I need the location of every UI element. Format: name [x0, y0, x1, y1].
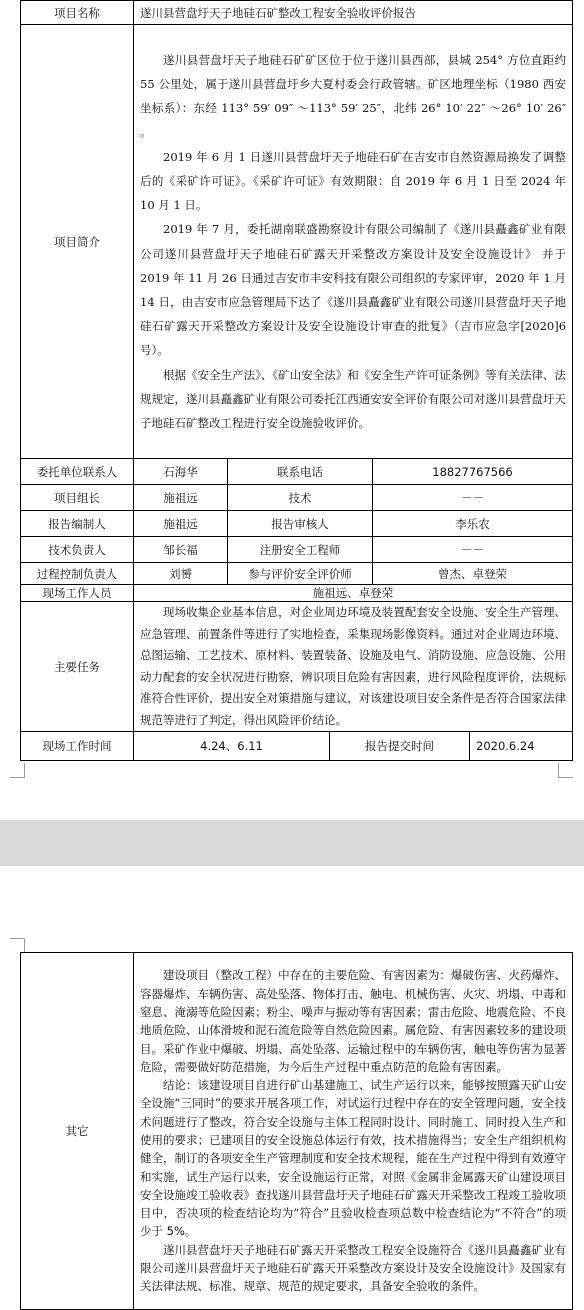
other-text: [134, 953, 573, 1310]
intro-paragraph: 遂川县营盘圩天子地硅石矿矿区位于位于遂川县西部，县城 254° 方位直距约 55 公里处，属于遂川县营盘圩乡大夏村委会行政管辖。矿区地理坐标（1980 西安坐标系）：东经 113° 59′ 09″ ～113° 59′ 25″，北纬 26° 10′ 22″ ～26° 10′ 26″ 。: [140, 52, 567, 140]
safety-engineer-value: －－: [373, 537, 573, 563]
evaluators-value: 曾杰、卓登荣: [373, 563, 573, 585]
process-control-label: 过程控制负责人: [21, 563, 134, 585]
document-page-2: [0, 866, 584, 1309]
other-paragraph: 结论：该建设项目自进行矿山基建施工、试生产运行以来，能够按照露天矿山安全设施“三同时”的要求开展各项工作，对试运行过程中存在的安全管理问题，安全技术问题进行了整改，符合安全设施与主体工程同时设计、同时施工、同时投入生产和使用的要求；已建项目的安全设施总体运行有效，技术措施得当；安全生产组织机构健全，制订的各项安全生产管理制度和安全技术规程，能在生产过程中得到有效遵守和实施，试生产运行以来，安全设施运行正常，对照《金属非金属露天矿山建设项目安全设施竣工验收表》查找遂川县营盘圩天子地硅石矿露天开采整改工程竣工验收项目中，否决项的检查结论均为“符合”且验收检查项总数中检查结论为“不符合”的项少于 5%。: [140, 1078, 566, 1239]
compiler-label: 报告编制人: [21, 511, 134, 537]
project-name-label: 项目名称: [21, 1, 134, 25]
safety-engineer-label: 注册安全工程师: [228, 537, 373, 563]
reviewer-label: 报告审核人: [228, 511, 373, 537]
tech-value: －－: [373, 485, 573, 511]
submit-label: 报告提交时间: [330, 732, 470, 761]
other-paragraph: 建设项目（整改工程）中存在的主要危险、有害因素为：爆破伤害、火药爆炸、容器爆炸、车辆伤害、高处坠落、物体打击、触电、机械伤害、火灾、坍塌、中毒和窒息、淹溺等危险因素；粉尘、噪声与振动等有害因素；雷击危险、地震危险、不良地质危险、山体滑坡和泥石流危险等自然危险因素。属危险、有害因素较多的建设项目。采矿作业中爆破、坍塌、高处坠落、运输过程中的车辆伤害，触电等伤害为显著危险，需要做好防范措施，为今后生产过程中重点防范的危险有害因素。: [140, 968, 566, 1074]
page-corner-mark: [10, 938, 25, 953]
other-paragraph: 遂川县营盘圩天子地硅石矿露天开采整改工程安全设施符合《遂川县矗鑫矿业有限公司遂川县营盘圩天子地硅石矿露天开采整改方案设计及安全设施设计》及国家有关法律法规、标准、规章、规范的规定要求，具备安全验收的条件。: [140, 1242, 566, 1294]
reviewer-name: 李乐农: [373, 511, 573, 537]
main-task-paragraph: 现场收集企业基本信息，对企业周边环境及装置配套安全设施、安全生产管理、应急管理、前置条件等进行了实地检查，采集现场影像资料。通过对企业周边环境、总图运输、工艺技术、原材料、装置装备、设施及电气、消防设施、应急设施、公用动力配套的安全状况进行勘察，辨识项目危险有害因素，进行风险程度评价，法规标准符合性评价，提出安全对策措施与建议，对该建设项目安全条件是否符合国家法律规范等进行了判定，得出风险评价结论。: [140, 605, 567, 727]
intro-text: [134, 25, 573, 459]
other-table: [20, 952, 573, 1310]
group-leader-label: 项目组长: [21, 485, 134, 511]
field-time-value: 4.24、6.11: [134, 732, 330, 761]
other-label: 其它: [21, 953, 134, 1310]
project-name-value: 遂川县营盘圩天子地硅石矿整改工程安全验收评价报告: [134, 1, 573, 25]
client-contact-label: 委托单位联系人: [21, 459, 134, 485]
intro-label: 项目简介: [21, 25, 134, 459]
evaluators-label: 参与评价安全评价师: [228, 563, 373, 585]
info-table: [20, 0, 573, 761]
tech-lead-label: 技术负责人: [21, 537, 134, 563]
group-leader-name: 施祖远: [134, 485, 228, 511]
field-staff-label: 现场工作人员: [21, 585, 134, 602]
intro-paragraph: 根据《安全生产法》、《矿山安全法》和《安全生产许可证条例》等有关法律、法规规定，遂川县矗鑫矿业有限公司委托江西通安安全评价有限公司对遂川县营盘圩天子地硅石矿整改工程进行安全设施验收评价。: [140, 367, 567, 430]
main-task-text: [134, 602, 573, 732]
intro-paragraph: 2019 年 6 月 1 日遂川县营盘圩天子地硅石矿在吉安市自然资源局换发了调整后的《采矿许可证》。《采矿许可证》有效期限：自 2019 年 6 月 1 日至 2024 年 10 月 1 日。: [140, 149, 567, 213]
phone-value: 18827767566: [373, 459, 573, 485]
field-staff-value: 施祖远、卓登荣: [134, 585, 573, 602]
page-corner-mark: [558, 763, 573, 778]
tech-lead-name: 邹长福: [134, 537, 228, 563]
compiler-name: 施祖远: [134, 511, 228, 537]
page-separator: [0, 820, 584, 866]
client-contact-name: 石海华: [134, 459, 228, 485]
field-time-label: 现场工作时间: [21, 732, 134, 761]
submit-value: 2020.6.24: [470, 732, 573, 761]
process-control-name: 刘赟: [134, 563, 228, 585]
page-corner-mark: [10, 763, 25, 778]
phone-label: 联系电话: [228, 459, 373, 485]
main-task-label: 主要任务: [21, 602, 134, 732]
intro-paragraph: 2019 年 7 月，委托湖南联盛勘察设计有限公司编制了《遂川县矗鑫矿业有限公司遂川县营盘圩天子地硅石矿露天开采整改方案设计及安全设施设计》 并于 2019 年 11 月 26 日通过吉安市丰安科技有限公司组织的专家评审，2020 年 1 月 14 日，由吉安市应急管理局下达了《遂川县矗鑫矿业有限公司遂川县营盘圩天子地硅石矿露天开采整改方案设计及安全设施设计审查的批复》（吉市应急字[2020]6 号）。: [140, 222, 567, 358]
tech-label: 技术: [228, 485, 373, 511]
